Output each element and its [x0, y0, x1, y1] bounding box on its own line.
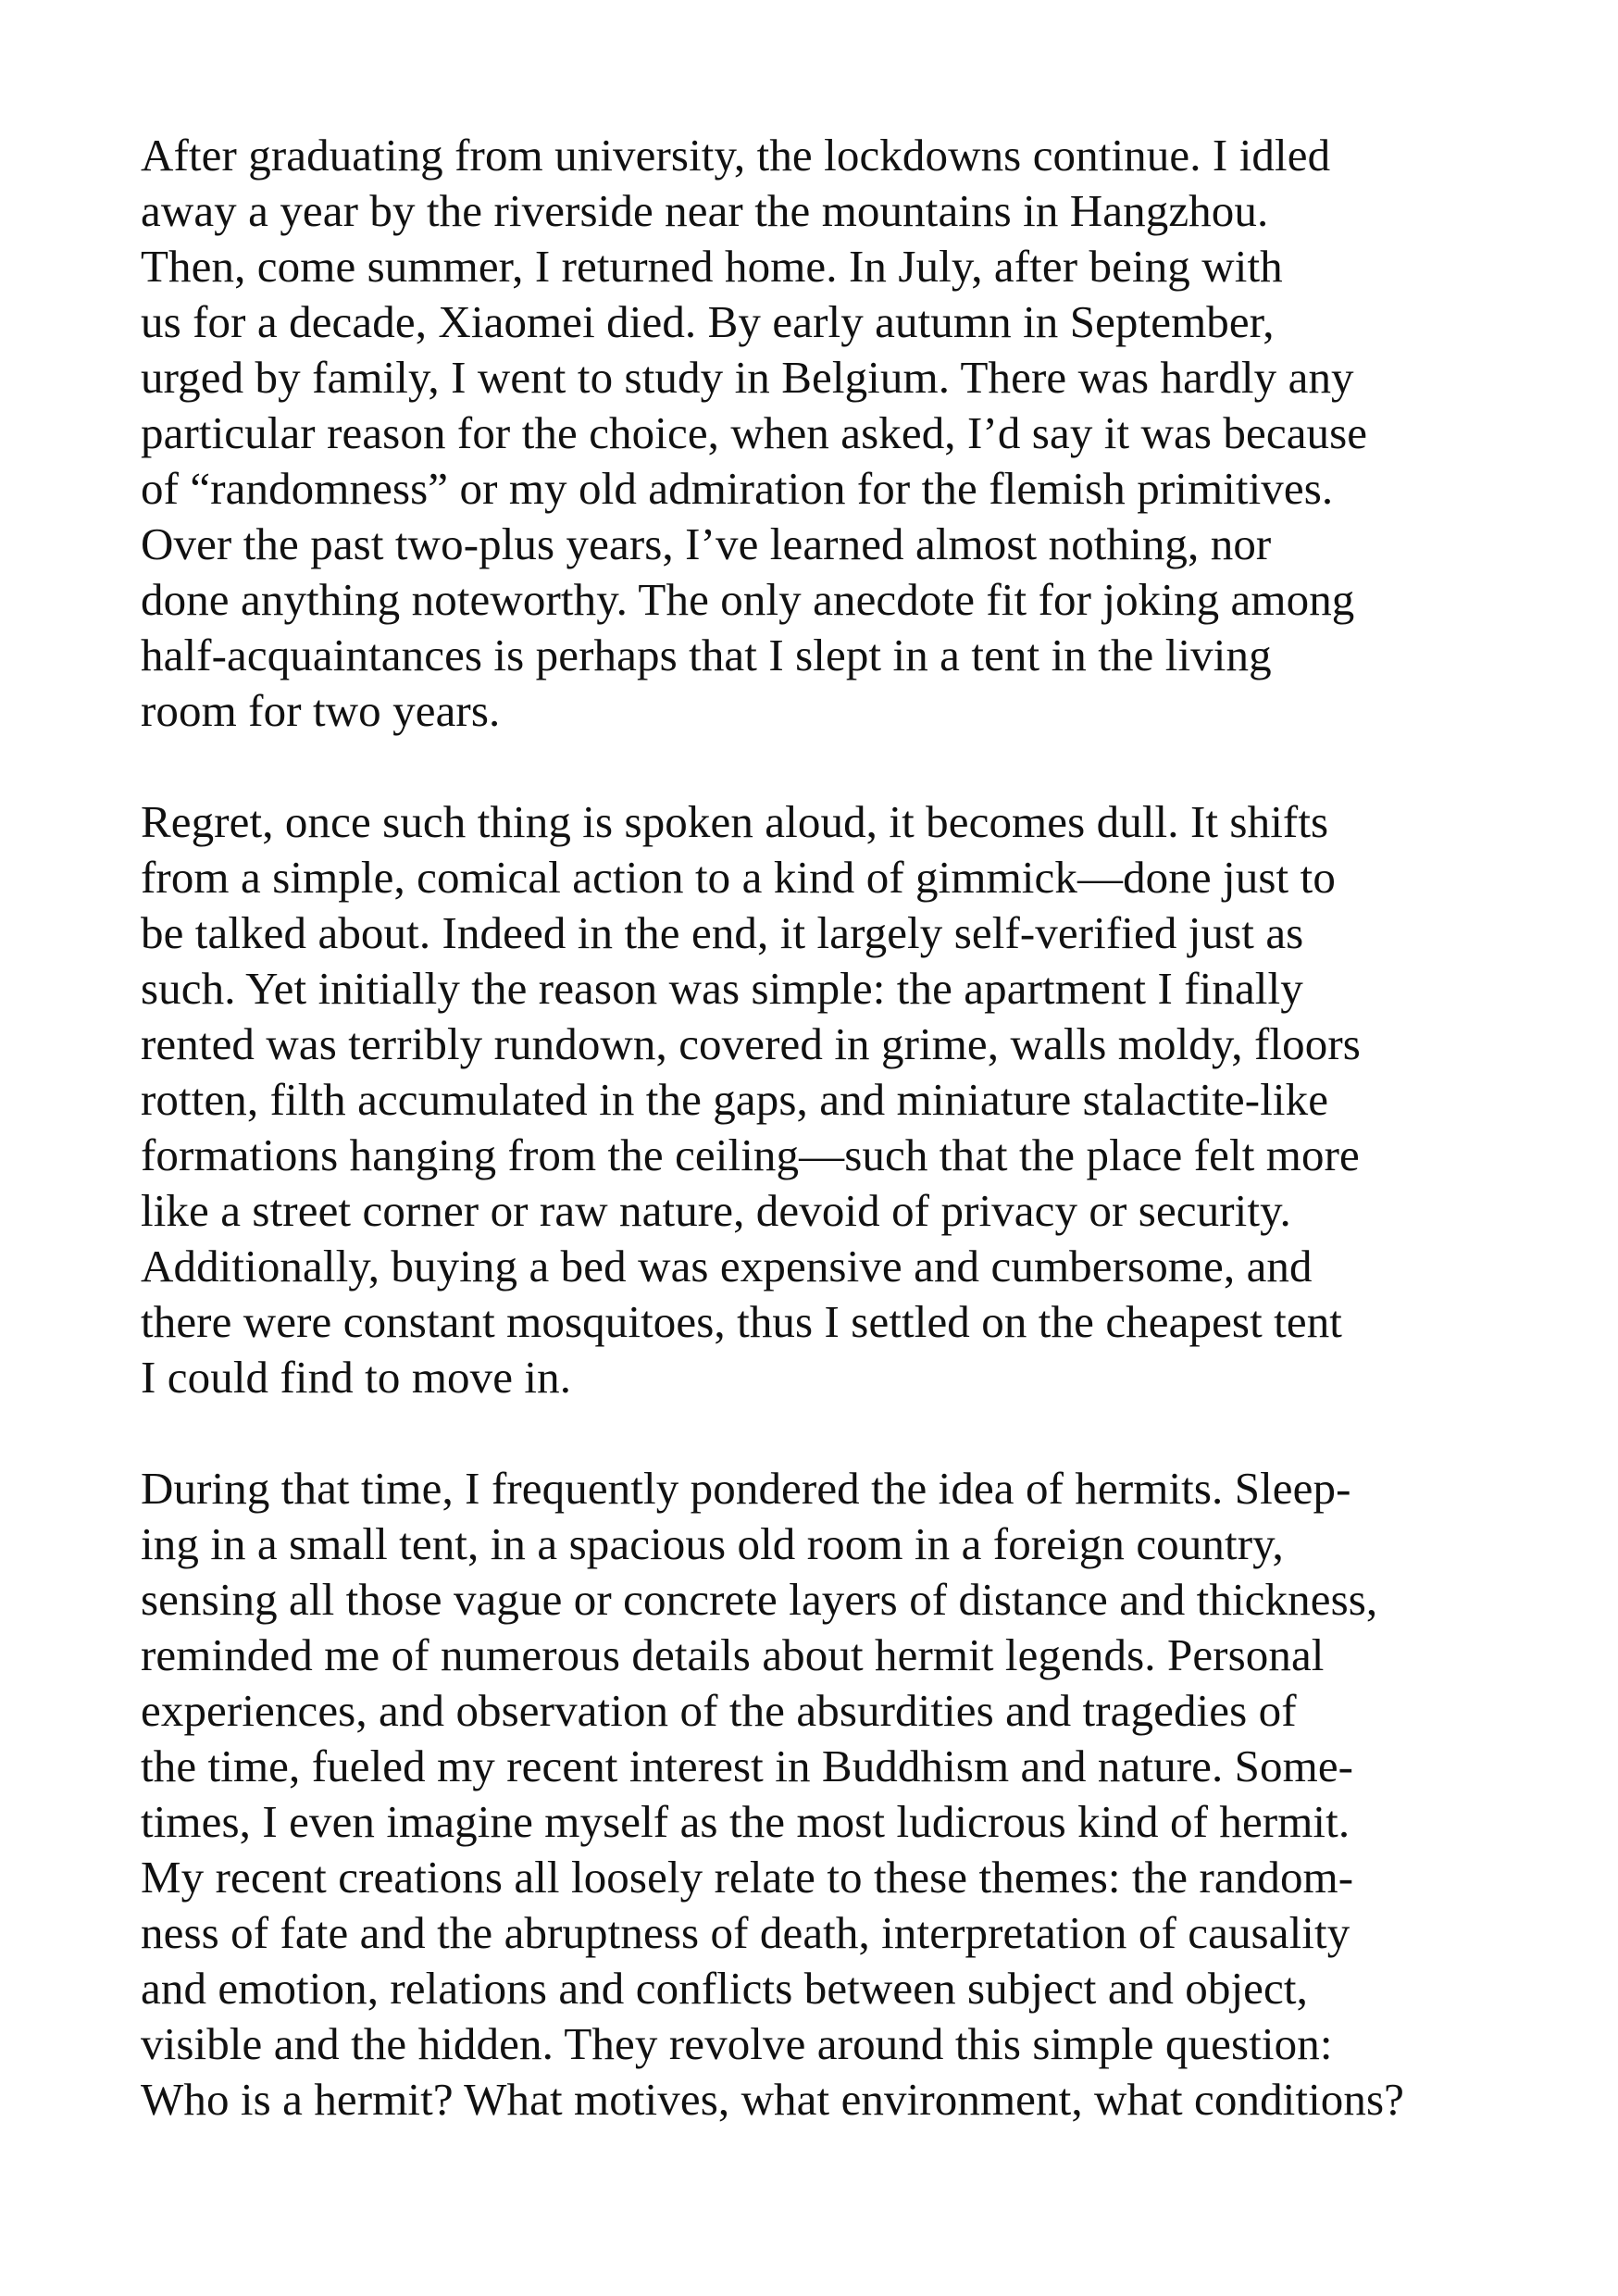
text-line: Then, come summer, I returned home. In July, after being with: [141, 241, 1283, 292]
text-line: half-acquaintances is perhaps that I slept in a tent in the living: [141, 630, 1272, 680]
paragraph-1: [141, 128, 1511, 739]
text-line: ness of fate and the abruptness of death, interpretation of causality: [141, 1907, 1350, 1958]
text-line: sensing all those vague or concrete layers of distance and thickness,: [141, 1574, 1378, 1625]
text-line: from a simple, comical action to a kind of gimmick—done just to: [141, 852, 1336, 903]
text-line: ing in a small tent, in a spacious old room in a foreign country,: [141, 1518, 1284, 1569]
text-line: done anything noteworthy. The only anecdote fit for joking among: [141, 574, 1355, 625]
paragraph-3: [141, 1461, 1511, 2128]
text-line: Who is a hermit? What motives, what environment, what conditions?: [141, 2074, 1405, 2125]
text-line: be talked about. Indeed in the end, it largely self-verified just as: [141, 907, 1304, 958]
text-line: urged by family, I went to study in Belgium. There was hardly any: [141, 352, 1354, 403]
text-line: times, I even imagine myself as the most ludicrous kind of hermit.: [141, 1796, 1350, 1847]
text-line: rented was terribly rundown, covered in grime, walls moldy, floors: [141, 1018, 1361, 1069]
text-line: experiences, and observation of the absurdities and tragedies of: [141, 1685, 1297, 1736]
text-line: During that time, I frequently pondered the idea of hermits. Sleep-: [141, 1463, 1351, 1514]
text-line: Additionally, buying a bed was expensive and cumbersome, and: [141, 1241, 1313, 1292]
text-line: and emotion, relations and conflicts between subject and object,: [141, 1963, 1308, 2014]
text-line: such. Yet initially the reason was simple: the apartment I finally: [141, 963, 1303, 1014]
text-line: room for two years.: [141, 685, 501, 736]
text-line: rotten, filth accumulated in the gaps, and miniature stalactite-like: [141, 1074, 1329, 1125]
text-line: My recent creations all loosely relate to these themes: the random-: [141, 1852, 1354, 1903]
text-line: visible and the hidden. They revolve around this simple question:: [141, 2018, 1333, 2069]
text-line: there were constant mosquitoes, thus I settled on the cheapest tent: [141, 1296, 1343, 1347]
text-line: particular reason for the choice, when asked, I’d say it was because: [141, 407, 1368, 458]
text-line: the time, fueled my recent interest in Buddhism and nature. Some-: [141, 1741, 1354, 1791]
text-line: Regret, once such thing is spoken aloud, it becomes dull. It shifts: [141, 796, 1329, 847]
paragraph-2: [141, 794, 1511, 1405]
text-line: away a year by the riverside near the mountains in Hangzhou.: [141, 185, 1269, 236]
text-line: of “randomness” or my old admiration for the flemish primitives.: [141, 463, 1334, 514]
text-line: After graduating from university, the lockdowns continue. I idled: [141, 130, 1331, 181]
document-body: [141, 128, 1511, 2128]
text-line: formations hanging from the ceiling—such that the place felt more: [141, 1129, 1360, 1180]
text-line: us for a decade, Xiaomei died. By early autumn in September,: [141, 296, 1275, 347]
text-line: like a street corner or raw nature, devoid of privacy or security.: [141, 1185, 1291, 1236]
text-line: reminded me of numerous details about hermit legends. Personal: [141, 1629, 1325, 1680]
text-line: I could find to move in.: [141, 1352, 572, 1403]
text-line: Over the past two-plus years, I’ve learned almost nothing, nor: [141, 518, 1272, 569]
